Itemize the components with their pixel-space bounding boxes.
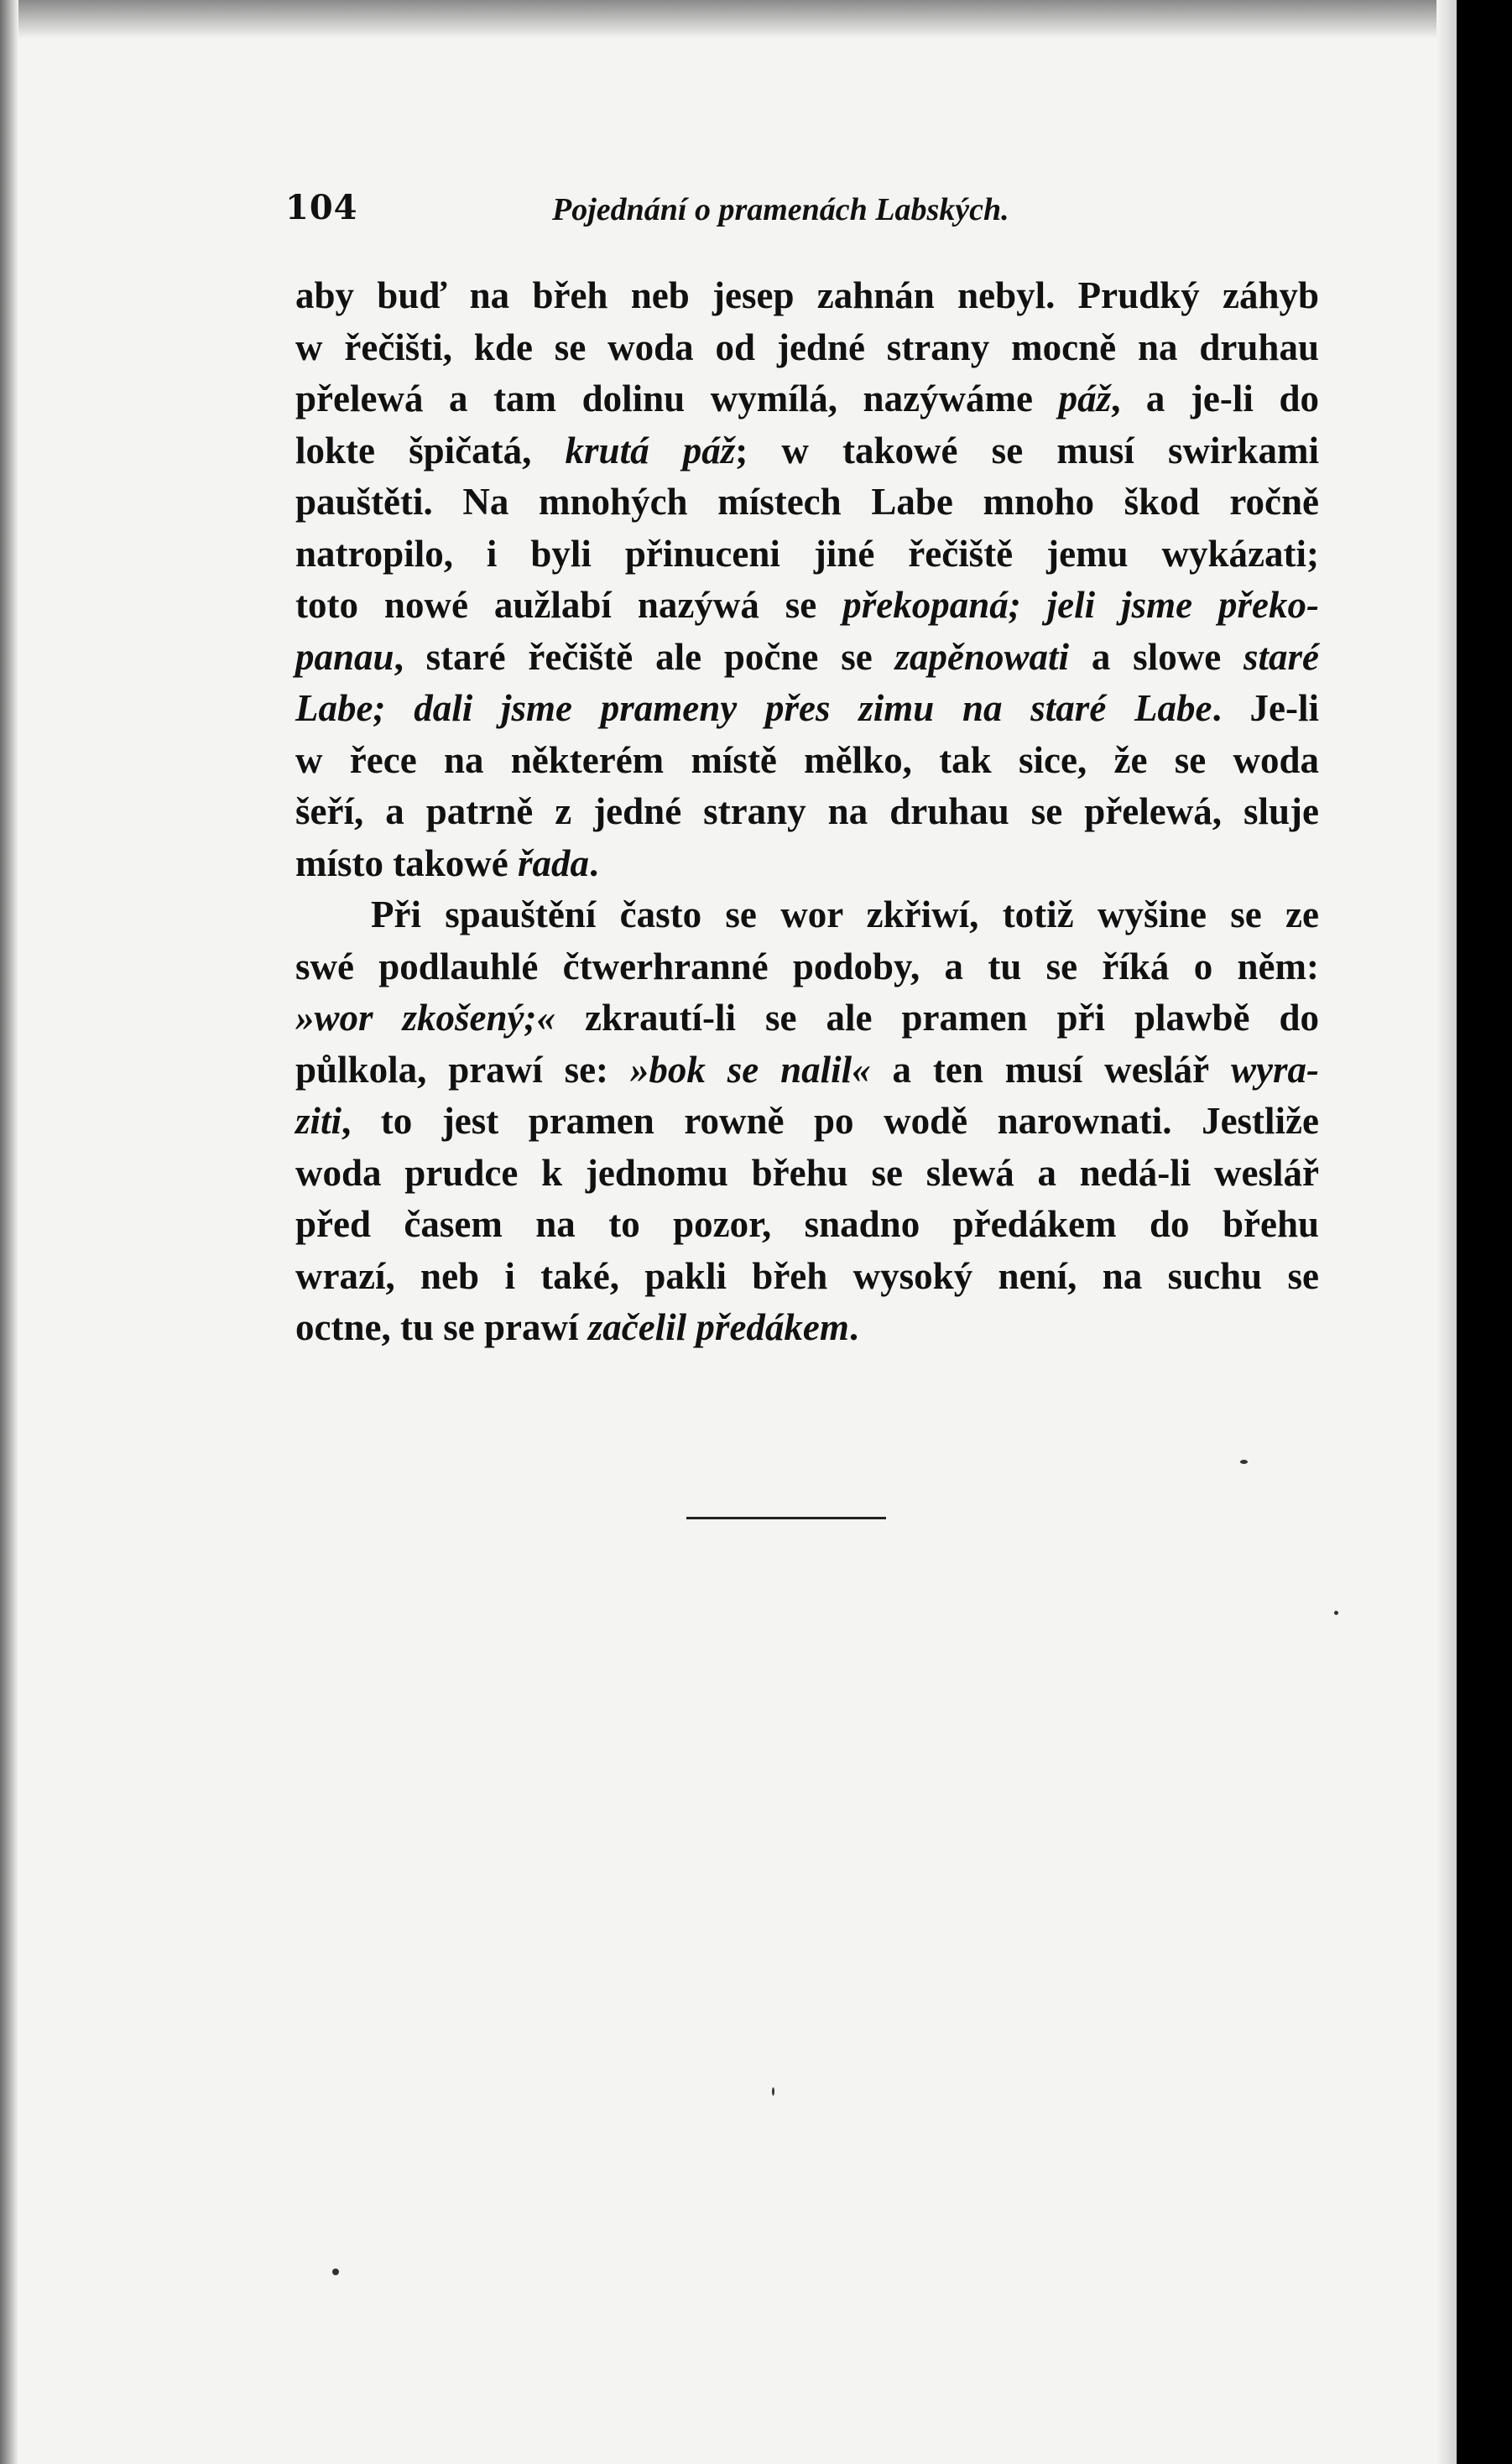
text-run: octne, tu se prawí [295, 1306, 588, 1348]
paragraph-1 [295, 270, 1319, 889]
italic-term: panau [295, 635, 394, 678]
text-run: . [588, 841, 599, 884]
italic-term: začelil předákem [587, 1306, 849, 1348]
italic-term: překopaná; jeli jsme překo- [842, 584, 1319, 626]
text-line [295, 992, 1319, 1044]
scan-speck [1334, 1611, 1338, 1615]
running-title: Pojednání o pramenách Labských. [552, 192, 1009, 227]
text-line [295, 1148, 1319, 1200]
text-line [295, 270, 1319, 322]
text-line [295, 735, 1319, 787]
text-line [295, 580, 1319, 632]
text-run: přelewá a tam dolinu wymílá, nazýwáme [295, 378, 1059, 419]
text-line [295, 373, 1319, 425]
text-line [295, 477, 1319, 529]
text-run: , to jest pramen rowně po wodě narownati. Jestliže [342, 1100, 1319, 1142]
text-run: aby buď na břeh neb jesep zahnán nebyl. Prudký záhyb [295, 274, 1319, 316]
text-line [295, 1302, 1319, 1354]
scan-speck [772, 2087, 774, 2096]
text-run: w řečišti, kde se woda od jedné strany mocně na druhau [295, 326, 1319, 368]
text-run: . Je-li [1212, 687, 1319, 729]
text-run: , staré řečiště ale počne se [394, 635, 895, 678]
text-run: zkrautí-li se ale pramen při plawbě do [555, 997, 1319, 1039]
text-run: půlkola, prawí se: [295, 1048, 630, 1091]
paragraph-2 [295, 889, 1319, 1354]
page-header [285, 188, 1359, 238]
italic-term: zapěnowati [894, 635, 1070, 678]
text-run: místo takowé [295, 841, 518, 884]
text-line [295, 425, 1319, 477]
text-run: toto nowé aužlabí nazýwá se [295, 584, 843, 626]
text-run: šeří, a patrně z jedné strany na druhau se přelewá, sluje [295, 790, 1319, 832]
italic-term: staré [1243, 635, 1319, 678]
text-line [295, 941, 1319, 993]
scan-speck [1240, 1460, 1248, 1464]
text-run: wrazí, neb i také, pakli břeh wysoký není, na suchu se [295, 1254, 1319, 1297]
text-line [295, 1199, 1319, 1251]
text-run: , a je-li do [1111, 378, 1319, 419]
scan-left-edge [0, 0, 18, 2464]
text-run: woda prudce k jednomu břehu se slewá a nedá-li weslář [295, 1151, 1319, 1194]
section-divider [686, 1517, 886, 1519]
text-line [295, 632, 1319, 684]
text-run: . [848, 1306, 859, 1348]
text-line [295, 322, 1319, 374]
italic-term: »wor zkošený;« [295, 997, 556, 1039]
text-line [295, 529, 1319, 581]
page-number: 104 [285, 188, 358, 227]
text-run: natropilo, i byli přinuceni jiné řečiště jemu wykázati; [295, 532, 1319, 575]
italic-term: řada [517, 841, 589, 884]
text-run: ; w takowé se musí swirkami [735, 429, 1319, 471]
scan-speck [332, 2269, 339, 2275]
italic-term: páž [1058, 378, 1112, 419]
italic-term: krutá páž [565, 429, 736, 471]
scan-top-edge [0, 0, 1512, 39]
italic-term: ziti [295, 1100, 342, 1142]
text-run: pauštěti. Na mnohých místech Labe mnoho škod ročně [295, 481, 1319, 523]
scan-black-border [1457, 0, 1512, 2464]
text-run: w řece na některém místě mělko, tak sice, že se woda [295, 738, 1319, 781]
text-run: swé podlauhlé čtwerhranné podoby, a tu se říká o něm: [295, 945, 1319, 987]
italic-term: »bok se nalil« [629, 1048, 871, 1091]
text-run: lokte špičatá, [295, 429, 566, 471]
text-run: a ten musí weslář [870, 1048, 1231, 1091]
text-run: před časem na to pozor, snadno předákem do břehu [295, 1203, 1319, 1245]
text-line [295, 786, 1319, 838]
text-line [295, 838, 1319, 890]
text-line [295, 683, 1319, 735]
text-run: Při spauštění často se wor zkřiwí, totiž wyšine se ze [371, 893, 1319, 935]
text-run: a slowe [1069, 635, 1243, 678]
text-line [295, 1044, 1319, 1097]
text-line [295, 1251, 1319, 1303]
text-line [295, 1096, 1319, 1148]
italic-term: Labe; dali jsme prameny přes zimu na staré Labe [295, 687, 1212, 729]
text-line [295, 889, 1319, 941]
body-text [295, 270, 1319, 1354]
italic-term: wyra- [1231, 1048, 1319, 1091]
scan-right-edge [1436, 0, 1457, 2464]
